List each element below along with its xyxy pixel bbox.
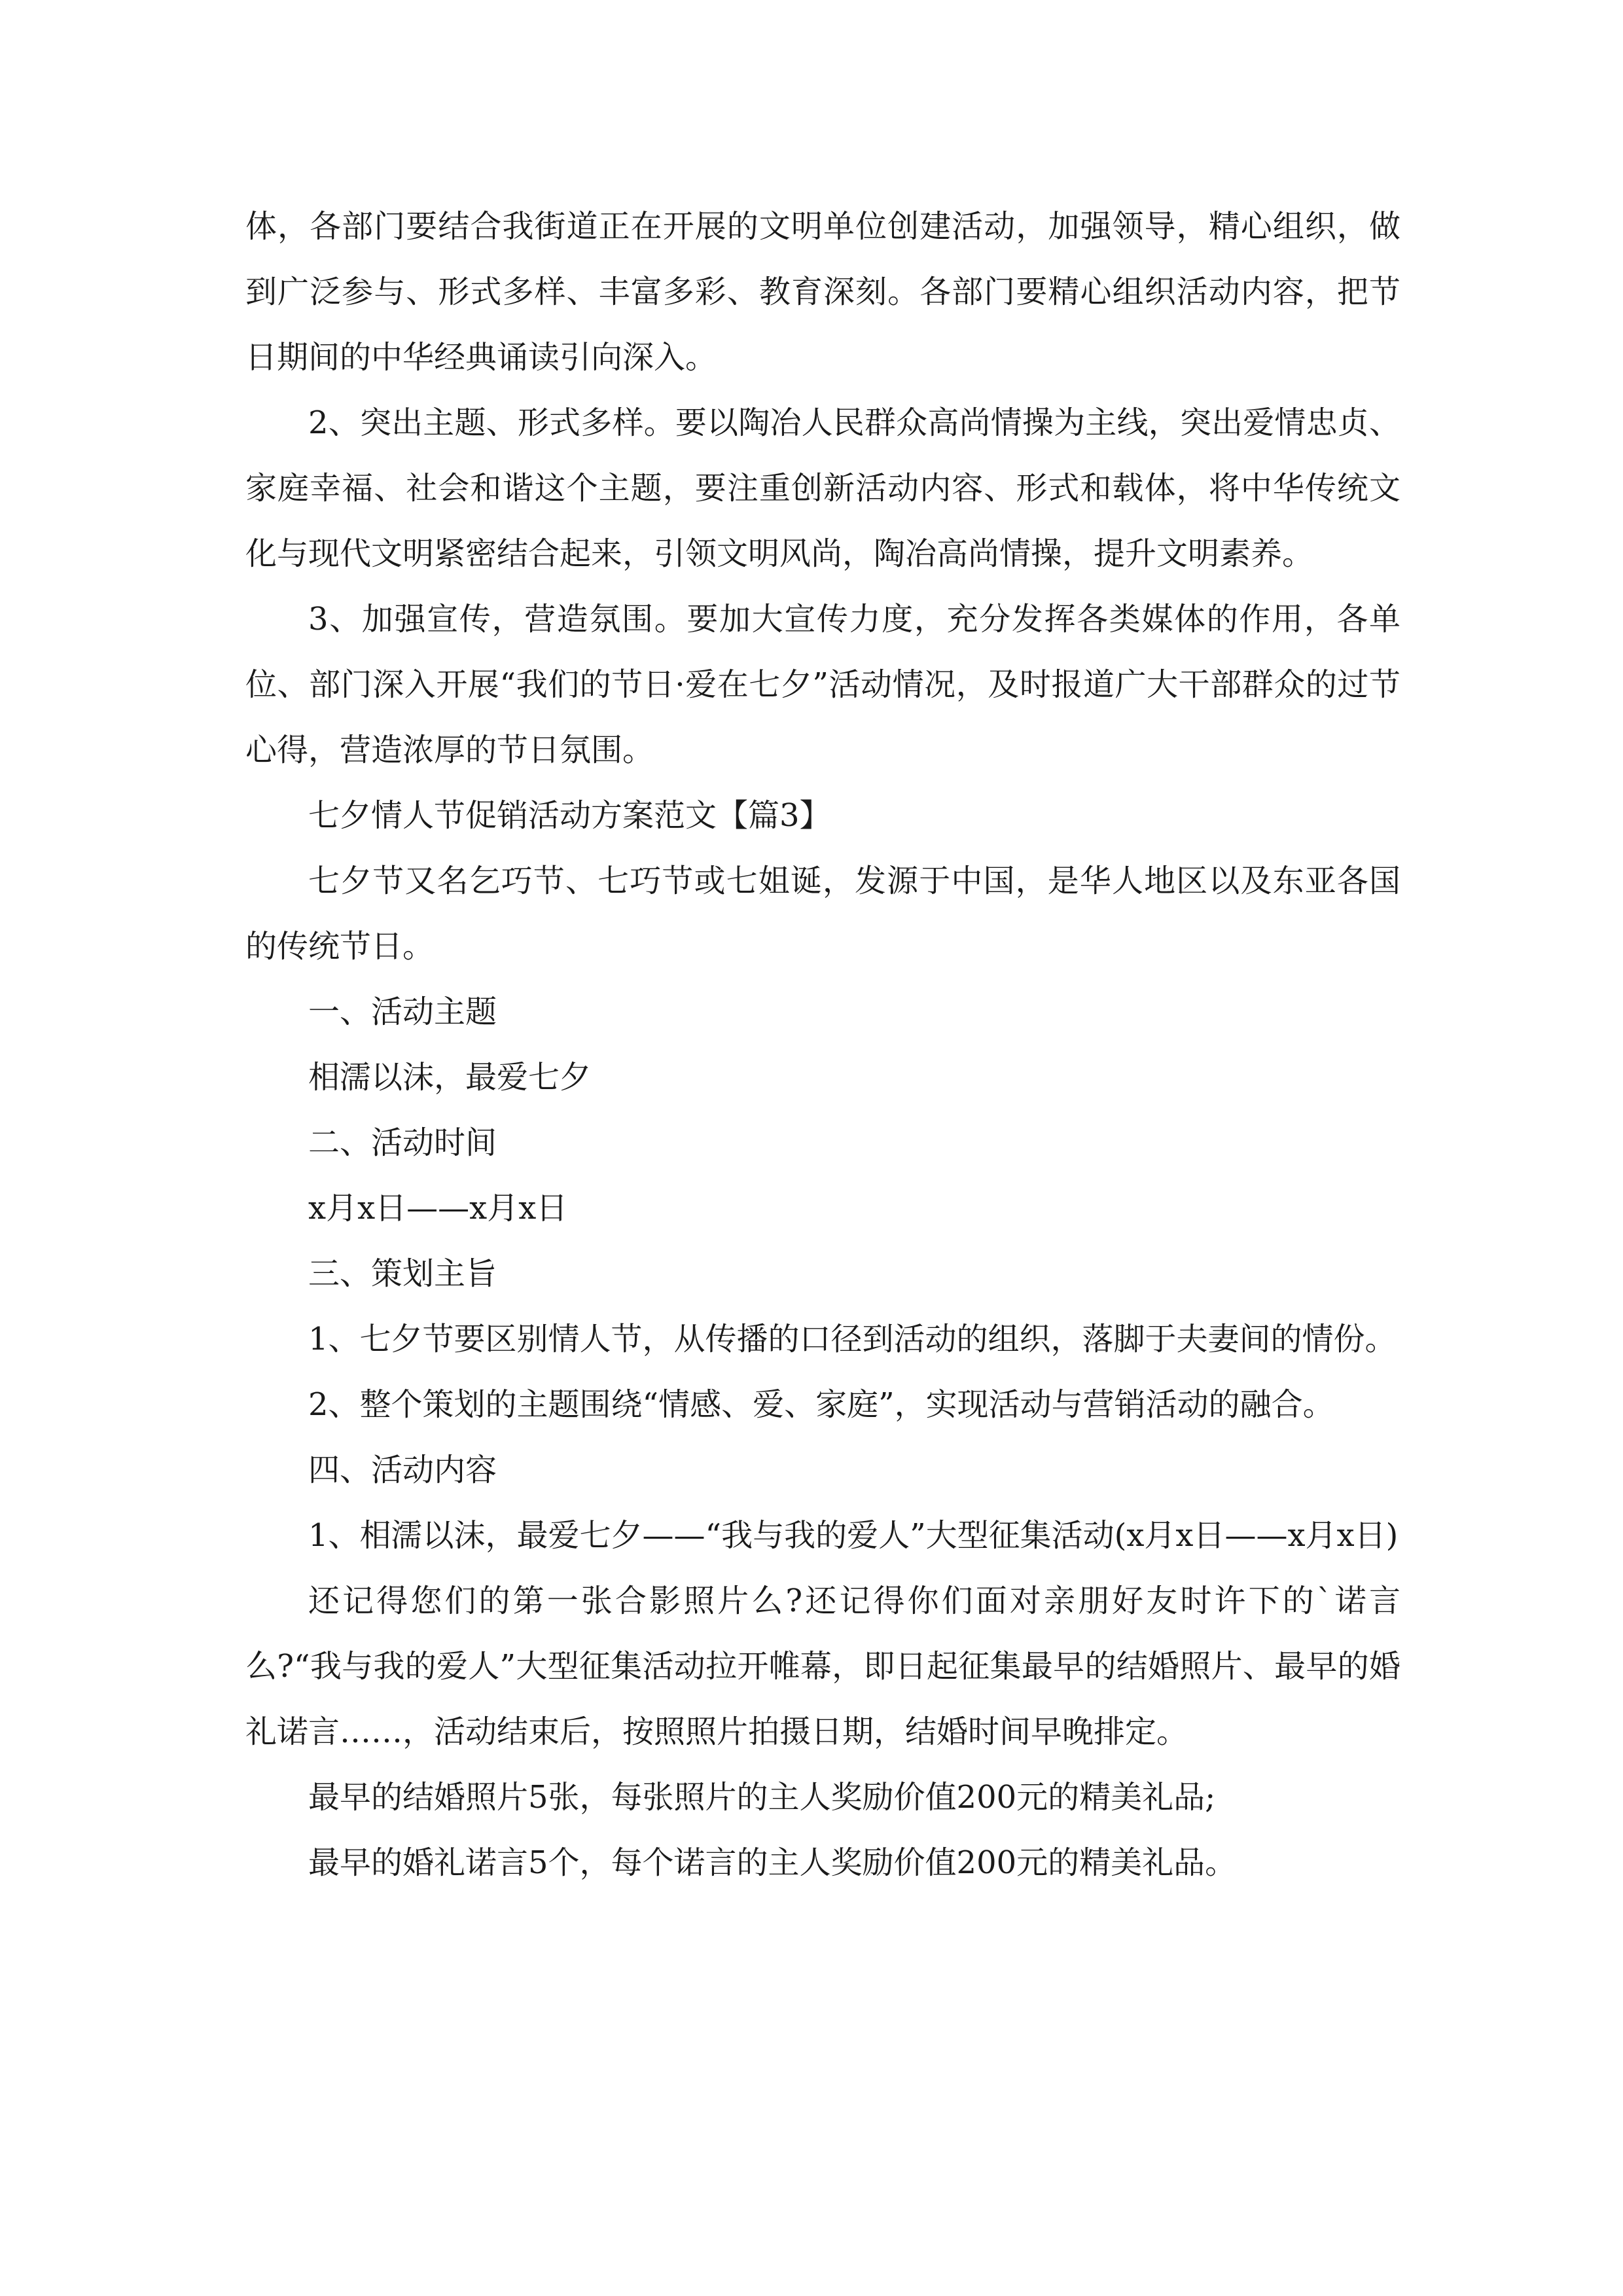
activity-item-1: 1、相濡以沫，最爱七夕——“我与我的爱人”大型征集活动(x月x日——x月x日) <box>308 1517 1399 1554</box>
section-title: 七夕情人节促销活动方案范文【篇3】 <box>308 797 831 834</box>
heading-activity-content: 四、活动内容 <box>308 1452 497 1488</box>
prize-vows: 最早的婚礼诺言5个，每个诺言的主人奖励价值200元的精美礼品。 <box>308 1844 1237 1881</box>
heading-activity-time: 二、活动时间 <box>308 1124 497 1161</box>
activity-theme-text: 相濡以沫，最爱七夕 <box>308 1059 592 1096</box>
heading-planning-purpose: 三、策划主旨 <box>308 1255 497 1292</box>
activity-description: 还记得您们的第一张合影照片么?还记得你们面对亲朋好友时许下的`诺言么?“我与我的爱人”大型征集活动拉开帷幕，即日起征集最早的结婚照片、最早的婚礼诺言……，活动结束后，按照照片拍摄日期，结婚时间早晚排定。 <box>245 1583 1400 1750</box>
heading-activity-theme: 一、活动主题 <box>308 994 497 1030</box>
planning-item-2: 2、整个策划的主题围绕“情感、爱、家庭”，实现活动与营销活动的融合。 <box>308 1386 1334 1423</box>
activity-time-text: x月x日——x月x日 <box>308 1190 568 1227</box>
paragraph-highlight-theme: 2、突出主题、形式多样。要以陶冶人民群众高尚情操为主线，突出爱情忠贞、家庭幸福、社会和谐这个主题，要注重创新活动内容、形式和载体，将中华传统文化与现代文明紧密结合起来，引领文明风尚，陶冶高尚情操，提升文明素养。 <box>245 404 1400 572</box>
paragraph-continuation: 体，各部门要结合我街道正在开展的文明单位创建活动，加强领导，精心组织，做到广泛参与、形式多样、丰富多彩、教育深刻。各部门要精心组织活动内容，把节日期间的中华经典诵读引向深入。 <box>245 208 1400 376</box>
paragraph-publicity: 3、加强宣传，营造氛围。要加大宣传力度，充分发挥各类媒体的作用，各单位、部门深入开展“我们的节日·爱在七夕”活动情况，及时报道广大干部群众的过节心得，营造浓厚的节日氛围。 <box>245 601 1400 768</box>
document-body <box>245 194 1400 1895</box>
paragraph-intro: 七夕节又名乞巧节、七巧节或七姐诞，发源于中国，是华人地区以及东亚各国的传统节日。 <box>245 863 1400 965</box>
prize-photos: 最早的结婚照片5张，每张照片的主人奖励价值200元的精美礼品; <box>308 1779 1216 1816</box>
planning-item-1: 1、七夕节要区别情人节，从传播的口径到活动的组织，落脚于夫妻间的情份。 <box>308 1321 1397 1357</box>
